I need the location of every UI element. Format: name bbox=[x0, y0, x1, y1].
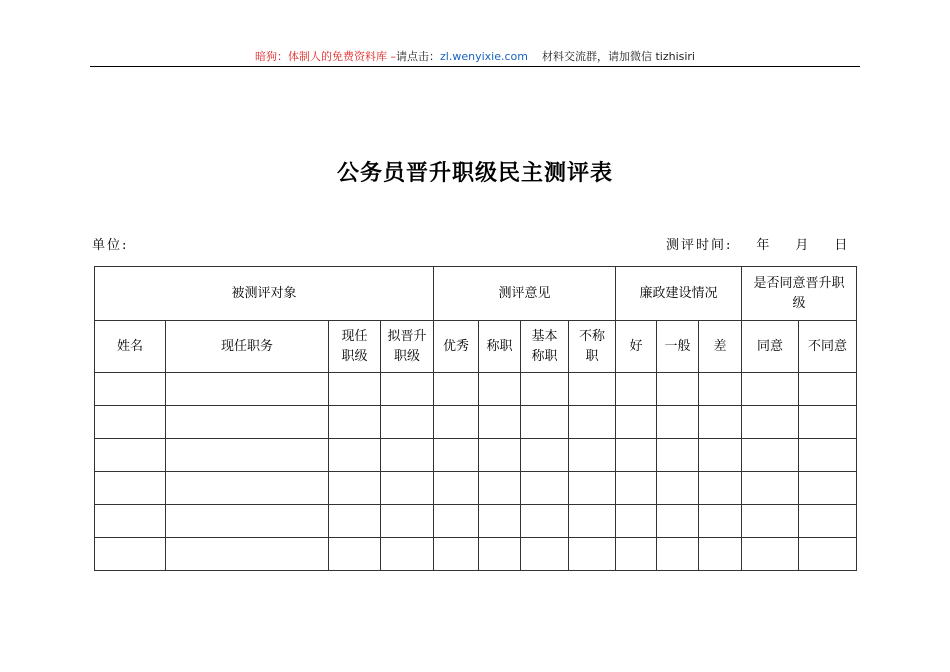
banner-link[interactable]: zl.wenyixie.com bbox=[440, 50, 528, 63]
group-header-row bbox=[95, 267, 857, 321]
cell-good[interactable] bbox=[616, 505, 657, 538]
cell-basic-competent[interactable] bbox=[521, 373, 569, 406]
table-row bbox=[95, 505, 857, 538]
col-incompetent bbox=[569, 321, 616, 373]
cell-agree[interactable] bbox=[742, 538, 799, 571]
unit-label: 单位: bbox=[92, 238, 129, 253]
col-current-rank-2: 职级 bbox=[341, 348, 368, 364]
cell-current-rank[interactable] bbox=[329, 505, 381, 538]
eval-time-day: 日 bbox=[834, 238, 850, 253]
cell-basic-competent[interactable] bbox=[521, 472, 569, 505]
cell-current-rank[interactable] bbox=[329, 373, 381, 406]
cell-good[interactable] bbox=[616, 373, 657, 406]
column-header-row bbox=[95, 321, 857, 373]
cell-name[interactable] bbox=[95, 472, 166, 505]
banner-site-name: 暗狗：体制人的免费资料库 – bbox=[255, 50, 396, 63]
group-opinion: 测评意见 bbox=[434, 267, 616, 321]
cell-excellent[interactable] bbox=[434, 538, 479, 571]
cell-incompetent[interactable] bbox=[569, 472, 616, 505]
cell-disagree[interactable] bbox=[799, 439, 857, 472]
cell-competent[interactable] bbox=[479, 406, 521, 439]
cell-disagree[interactable] bbox=[799, 472, 857, 505]
cell-incompetent[interactable] bbox=[569, 538, 616, 571]
col-average: 一般 bbox=[657, 321, 699, 373]
cell-incompetent[interactable] bbox=[569, 406, 616, 439]
col-poor: 差 bbox=[699, 321, 742, 373]
cell-poor[interactable] bbox=[699, 406, 742, 439]
col-name: 姓名 bbox=[95, 321, 166, 373]
table-row bbox=[95, 439, 857, 472]
col-incompetent-2: 职 bbox=[585, 348, 599, 364]
cell-current-rank[interactable] bbox=[329, 406, 381, 439]
cell-proposed-rank[interactable] bbox=[381, 373, 434, 406]
cell-poor[interactable] bbox=[699, 439, 742, 472]
cell-competent[interactable] bbox=[479, 439, 521, 472]
cell-average[interactable] bbox=[657, 505, 699, 538]
cell-good[interactable] bbox=[616, 439, 657, 472]
cell-position[interactable] bbox=[166, 406, 329, 439]
cell-agree[interactable] bbox=[742, 406, 799, 439]
col-current-rank bbox=[329, 321, 381, 373]
cell-average[interactable] bbox=[657, 538, 699, 571]
cell-disagree[interactable] bbox=[799, 373, 857, 406]
group-agree bbox=[742, 267, 857, 321]
cell-disagree[interactable] bbox=[799, 538, 857, 571]
cell-excellent[interactable] bbox=[434, 472, 479, 505]
cell-competent[interactable] bbox=[479, 538, 521, 571]
cell-average[interactable] bbox=[657, 439, 699, 472]
col-good: 好 bbox=[616, 321, 657, 373]
col-basic-competent bbox=[521, 321, 569, 373]
group-agree-line1: 是否同意晋升职 bbox=[753, 275, 845, 291]
cell-incompetent[interactable] bbox=[569, 439, 616, 472]
cell-competent[interactable] bbox=[479, 472, 521, 505]
col-proposed-rank-2: 职级 bbox=[394, 348, 421, 364]
cell-good[interactable] bbox=[616, 472, 657, 505]
eval-time-year: 年 bbox=[756, 238, 772, 253]
cell-basic-competent[interactable] bbox=[521, 538, 569, 571]
cell-position[interactable] bbox=[166, 538, 329, 571]
table-body bbox=[95, 373, 857, 571]
cell-poor[interactable] bbox=[699, 373, 742, 406]
table-row bbox=[95, 373, 857, 406]
col-agree: 同意 bbox=[742, 321, 799, 373]
col-position: 现任职务 bbox=[166, 321, 329, 373]
cell-agree[interactable] bbox=[742, 505, 799, 538]
col-competent: 称职 bbox=[479, 321, 521, 373]
banner-prompt: 请点击： bbox=[396, 50, 440, 63]
col-basic-2: 称职 bbox=[531, 348, 558, 364]
header-rule bbox=[90, 66, 860, 67]
cell-average[interactable] bbox=[657, 373, 699, 406]
eval-time-label: 测评时间: bbox=[666, 238, 733, 253]
cell-poor[interactable] bbox=[699, 538, 742, 571]
col-incompetent-1: 不称 bbox=[579, 328, 606, 344]
cell-proposed-rank[interactable] bbox=[381, 538, 434, 571]
cell-proposed-rank[interactable] bbox=[381, 505, 434, 538]
col-basic-1: 基本 bbox=[531, 328, 558, 344]
cell-position[interactable] bbox=[166, 505, 329, 538]
group-agree-line2: 级 bbox=[792, 295, 806, 311]
cell-disagree[interactable] bbox=[799, 406, 857, 439]
eval-time-month: 月 bbox=[795, 238, 811, 253]
cell-good[interactable] bbox=[616, 538, 657, 571]
col-excellent: 优秀 bbox=[434, 321, 479, 373]
cell-incompetent[interactable] bbox=[569, 373, 616, 406]
cell-basic-competent[interactable] bbox=[521, 406, 569, 439]
cell-proposed-rank[interactable] bbox=[381, 439, 434, 472]
cell-excellent[interactable] bbox=[434, 439, 479, 472]
cell-excellent[interactable] bbox=[434, 406, 479, 439]
banner-wechat: 材料交流群，请加微信 tizhisiri bbox=[541, 50, 695, 63]
eval-time bbox=[666, 234, 849, 253]
header-banner bbox=[0, 50, 950, 64]
cell-current-rank[interactable] bbox=[329, 538, 381, 571]
cell-competent[interactable] bbox=[479, 373, 521, 406]
cell-proposed-rank[interactable] bbox=[381, 472, 434, 505]
cell-position[interactable] bbox=[166, 439, 329, 472]
cell-competent[interactable] bbox=[479, 505, 521, 538]
cell-good[interactable] bbox=[616, 406, 657, 439]
cell-incompetent[interactable] bbox=[569, 505, 616, 538]
cell-agree[interactable] bbox=[742, 439, 799, 472]
page-title: 公务员晋升职级民主测评表 bbox=[336, 160, 613, 186]
col-disagree: 不同意 bbox=[799, 321, 857, 373]
cell-disagree[interactable] bbox=[799, 505, 857, 538]
cell-current-rank[interactable] bbox=[329, 472, 381, 505]
table-row bbox=[95, 406, 857, 439]
cell-proposed-rank[interactable] bbox=[381, 406, 434, 439]
cell-poor[interactable] bbox=[699, 505, 742, 538]
cell-basic-competent[interactable] bbox=[521, 439, 569, 472]
cell-excellent[interactable] bbox=[434, 373, 479, 406]
cell-agree[interactable] bbox=[742, 472, 799, 505]
cell-name[interactable] bbox=[95, 406, 166, 439]
cell-name[interactable] bbox=[95, 538, 166, 571]
cell-current-rank[interactable] bbox=[329, 439, 381, 472]
cell-name[interactable] bbox=[95, 439, 166, 472]
cell-basic-competent[interactable] bbox=[521, 505, 569, 538]
cell-excellent[interactable] bbox=[434, 505, 479, 538]
table-row bbox=[95, 472, 857, 505]
evaluation-table bbox=[94, 266, 857, 571]
cell-agree[interactable] bbox=[742, 373, 799, 406]
cell-position[interactable] bbox=[166, 373, 329, 406]
col-current-rank-1: 现任 bbox=[341, 328, 368, 344]
group-target: 被测评对象 bbox=[95, 267, 434, 321]
cell-average[interactable] bbox=[657, 406, 699, 439]
col-proposed-rank-1: 拟晋升 bbox=[387, 328, 427, 344]
col-proposed-rank bbox=[381, 321, 434, 373]
cell-position[interactable] bbox=[166, 472, 329, 505]
cell-name[interactable] bbox=[95, 373, 166, 406]
cell-poor[interactable] bbox=[699, 472, 742, 505]
group-integrity: 廉政建设情况 bbox=[616, 267, 742, 321]
cell-average[interactable] bbox=[657, 472, 699, 505]
table-row bbox=[95, 538, 857, 571]
cell-name[interactable] bbox=[95, 505, 166, 538]
